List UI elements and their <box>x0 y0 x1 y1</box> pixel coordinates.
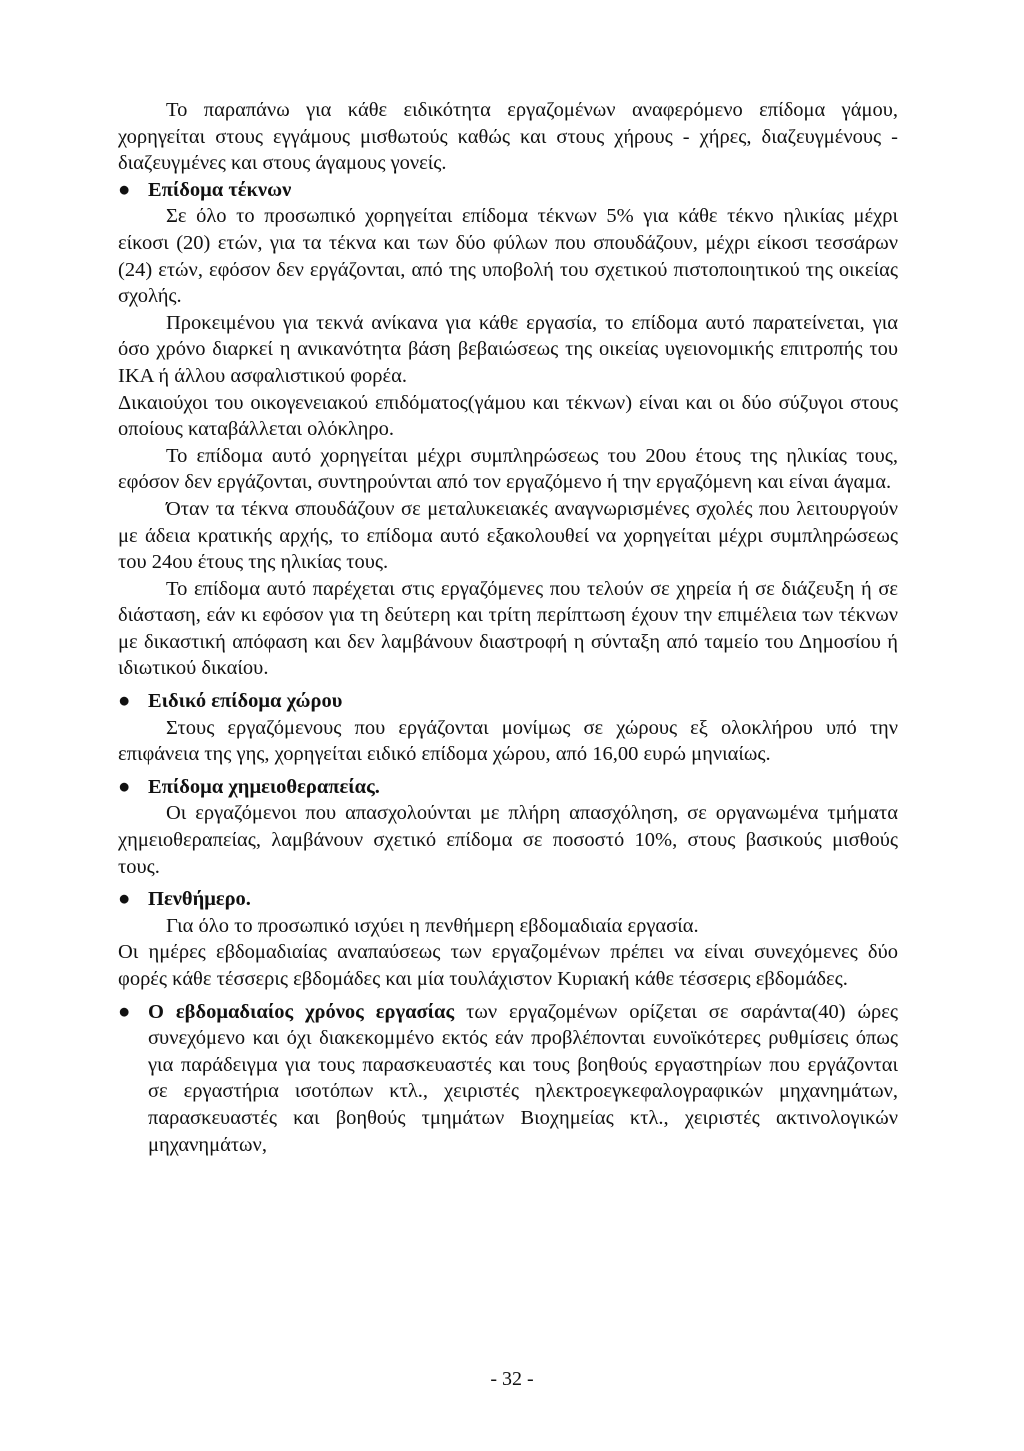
heading-weekly-hours-text: Ο εβδομαδιαίος χρόνος εργασίας <box>148 1000 455 1023</box>
paragraph-space-allowance: Στους εργαζόμενους που εργάζονται μονίμως σε χώρους εξ ολοκλήρου υπό την επιφάνεια της γης, χορηγείται ειδικό επίδομα χώρου, από 16,00 ευρώ μηνιαίως. <box>118 716 898 766</box>
paragraph-students: Όταν τα τέκνα σπουδάζουν σε μεταλυκειακές αναγνωρισμένες σχολές που λειτουργούν με άδεια κρατικής αρχής, το επίδομα αυτό εξακολουθεί να χορηγείται μέχρι συμπληρώσεως του 24ου έτους της ηλικίας τους. <box>118 497 898 574</box>
heading-chemotherapy-allowance-text: Επίδομα χημειοθεραπείας. <box>148 775 380 798</box>
paragraph-beneficiaries: Δικαιούχοι του οικογενειακού επιδόματος(γάμου και τέκνων) είναι και οι δύο σύζυγοι στους οποίους καταβάλλεται ολόκληρο. <box>118 391 898 441</box>
paragraph-marriage-allowance: Το παραπάνω για κάθε ειδικότητα εργαζομένων αναφερόμενο επίδομα γάμου, χορηγείται στους εγγάμους μισθωτούς καθώς και στους χήρους - χήρες, διαζευγμένους - διαζευγμένες και στους άγαμους γονείς. <box>118 99 898 175</box>
heading-space-allowance <box>118 688 898 715</box>
heading-five-day-week-text: Πενθήμερο. <box>148 888 251 911</box>
paragraph-five-day-week: Για όλο το προσωπικό ισχύει η πενθήμερη εβδομαδιαία εργασία. <box>166 914 699 937</box>
bullet-icon: ● <box>118 775 131 798</box>
paragraph-age-limit: Το επίδομα αυτό χορηγείται μέχρι συμπληρώσεως του 20ου έτους της ηλικίας τους, εφόσον δεν εργάζονται, συντηρούνται από τον εργαζόμενο ή την εργαζόμενη και είναι άγαμα. <box>118 444 898 494</box>
paragraph-children-allowance: Σε όλο το προσωπικό χορηγείται επίδομα τέκνων 5% για κάθε τέκνο ηλικίας μέχρι είκοσι (20) ετών, για τα τέκνα και των δύο φύλων που σπουδάζουν, μέχρι είκοσι τεσσάρων (24) ετών, εφόσον δεν εργάζονται, από της υποβολή του σχετικού πιστοποιητικού της οικείας σχολής. <box>118 205 898 308</box>
heading-five-day-week <box>118 886 898 913</box>
document-page <box>118 97 898 1158</box>
paragraph-rest-days: Οι ημέρες εβδομαδιαίας αναπαύσεως των εργαζομένων πρέπει να είναι συνεχόμενες δύο φορές κάθε τέσσερις εβδομάδες και μία τουλάχιστον Κυριακή κάθε τέσσερις εβδομάδες. <box>118 941 898 990</box>
paragraph-widowed-divorced: Το επίδομα αυτό παρέχεται στις εργαζόμενες που τελούν σε χηρεία ή σε διάζευξη ή σε διάσταση, εάν κι εφόσον για τη δεύτερη και τρίτη περίπτωση έχουν την επιμέλεια των τέκνων με δικαστική απόφαση και δεν λαμβάνουν διαστροφή η σύνταξη από ταμείο του Δημοσίου ή ιδιωτικού δικαίου. <box>118 577 898 680</box>
bullet-icon: ● <box>118 888 131 911</box>
paragraph-chemotherapy-allowance: Οι εργαζόμενοι που απασχολούνται με πλήρη απασχόληση, σε οργανωμένα τμήματα χημειοθεραπείας, λαμβάνουν σχετικό επίδομα σε ποσοστό 10%, στους βασικούς μισθούς τους. <box>118 802 898 878</box>
heading-space-allowance-text: Ειδικό επίδομα χώρου <box>148 690 343 713</box>
bullet-icon: ● <box>118 1000 131 1023</box>
page-number: - 32 - <box>490 1368 534 1390</box>
heading-chemotherapy-allowance <box>118 774 898 801</box>
paragraph-disabled-children: Προκειμένου για τεκνά ανίκανα για κάθε εργασία, το επίδομα αυτό παρατείνεται, για όσο χρόνο διαρκεί η ανικανότητα βάση βεβαιώσεως της οικείας υγειονομικής επιτροπής του ΙΚΑ ή άλλου ασφαλιστικού φορέα. <box>118 311 898 387</box>
heading-children-allowance <box>118 177 898 204</box>
bullet-icon: ● <box>118 690 131 713</box>
paragraph-weekly-hours <box>118 999 898 1159</box>
paragraph-weekly-hours-text: των εργαζομένων ορίζεται σε σαράντα(40) ώρες συνεχόμενο και όχι διακεκομμένο εκτός εάν προβλέπονται ευνοϊκότερες ρυθμίσεις όπως για παράδειγμα για τους παρασκευαστές και τους βοηθούς εργαστηρίων που εργάζονται σε εργαστήρια ισοτόπων κτλ., χειριστές ηλεκτροεγκεφαλογραφικών μηχανημάτων, παρασκευαστές και βοηθούς τμημάτων Βιοχημείας κτλ., χειριστές ακτινολογικών μηχανημάτων, <box>148 1000 898 1156</box>
heading-children-allowance-text: Επίδομα τέκνων <box>148 178 292 201</box>
bullet-icon: ● <box>118 178 131 201</box>
